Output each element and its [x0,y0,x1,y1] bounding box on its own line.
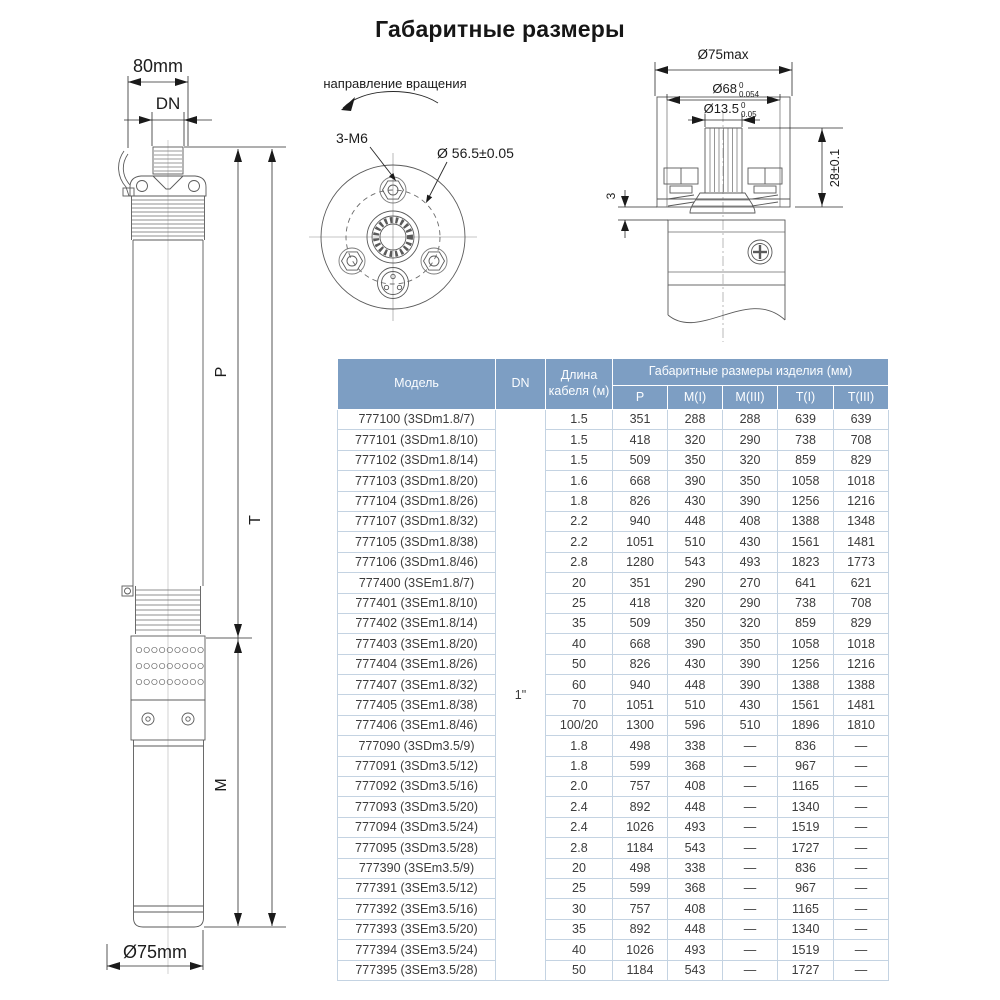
table-header [338,359,889,410]
cell-p: 1280 [613,552,668,572]
dim-68-tol-upper: 0 [739,81,744,90]
cell-m3: 390 [723,675,778,695]
pump-front-view [119,140,206,974]
cell-m1: 493 [668,817,723,837]
dim-p-label: P [213,366,230,378]
cell-m3: 270 [723,573,778,593]
cell-m1: 368 [668,756,723,776]
cell-t1: 1256 [778,491,834,511]
cell-p: 351 [613,573,668,593]
dim-68-label: Ø68 [712,81,737,96]
cell-m1: 368 [668,878,723,898]
cell-t3: 829 [834,613,889,633]
dim-3-label: 3 [604,192,618,200]
cell-cable: 20 [546,573,613,593]
cell-t3: 1018 [834,471,889,491]
cell-m3: 430 [723,695,778,715]
cell-t1: 1340 [778,919,834,939]
cell-m3: 320 [723,450,778,470]
cell-p: 940 [613,675,668,695]
dimensions-table [337,358,889,981]
cell-m3: 390 [723,491,778,511]
cell-model: 777103 (3SDm1.8/20) [338,471,496,491]
cell-m1: 320 [668,593,723,613]
cell-m3: — [723,878,778,898]
cell-t3: 1216 [834,654,889,674]
cell-cable: 2.4 [546,817,613,837]
cell-t1: 859 [778,450,834,470]
table-row [338,491,889,511]
cell-t3: 829 [834,450,889,470]
header-p: P [613,386,668,410]
cell-t1: 967 [778,878,834,898]
header-m1: M(I) [668,386,723,410]
cell-model: 777402 (3SEm1.8/14) [338,613,496,633]
cell-t3: — [834,940,889,960]
cell-m1: 543 [668,960,723,980]
cell-t3: 1481 [834,695,889,715]
cell-p: 1051 [613,532,668,552]
cell-t3: 708 [834,593,889,613]
cell-cable: 1.5 [546,450,613,470]
table-row [338,736,889,756]
cell-t1: 738 [778,430,834,450]
cell-cable: 30 [546,899,613,919]
cell-model: 777392 (3SEm3.5/16) [338,899,496,919]
cell-m3: 290 [723,430,778,450]
cell-t1: 1058 [778,471,834,491]
cell-model: 777106 (3SDm1.8/46) [338,552,496,572]
cell-m3: 390 [723,654,778,674]
bolt-circle-dim-label: Ø 56.5±0.05 [437,145,514,161]
bolts-3m6-label: 3-М6 [336,130,368,146]
table-row [338,552,889,572]
dim-13-5-tol-lower: 0.05 [741,110,757,119]
dim-68-tol-lower: 0.054 [739,90,760,99]
cell-t3: — [834,878,889,898]
cell-t1: 1896 [778,715,834,735]
cell-t1: 1727 [778,838,834,858]
cell-m1: 408 [668,899,723,919]
cell-model: 777393 (3SEm3.5/20) [338,919,496,939]
cell-p: 1026 [613,940,668,960]
cell-t3: — [834,817,889,837]
table-row [338,450,889,470]
cell-t1: 859 [778,613,834,633]
cell-m3: — [723,736,778,756]
table-row [338,613,889,633]
cell-t1: 1519 [778,940,834,960]
flange-top-view [309,92,477,321]
cell-m1: 543 [668,838,723,858]
cell-model: 777400 (3SEm1.8/7) [338,573,496,593]
cell-p: 418 [613,430,668,450]
cell-t1: 1058 [778,634,834,654]
table-row [338,797,889,817]
table-row [338,532,889,552]
cell-m3: 510 [723,715,778,735]
rotation-direction-label: направление вращения [323,76,467,91]
cell-t3: 1348 [834,511,889,531]
cell-m3: — [723,899,778,919]
dim-t-label: T [247,515,264,525]
cell-cable: 50 [546,654,613,674]
cell-m1: 448 [668,797,723,817]
cell-cable: 1.8 [546,736,613,756]
dn-value-cell: 1" [496,410,546,981]
cell-cable: 25 [546,878,613,898]
cell-model: 777403 (3SEm1.8/20) [338,634,496,654]
cell-model: 777102 (3SDm1.8/14) [338,450,496,470]
cell-t1: 1165 [778,777,834,797]
cell-t1: 1256 [778,654,834,674]
cell-cable: 1.5 [546,430,613,450]
cell-model: 777105 (3SDm1.8/38) [338,532,496,552]
cell-model: 777394 (3SEm3.5/24) [338,940,496,960]
cell-t3: 1216 [834,491,889,511]
cell-model: 777405 (3SEm1.8/38) [338,695,496,715]
cell-cable: 2.2 [546,532,613,552]
dim-dn-label: DN [155,94,181,113]
cell-p: 418 [613,593,668,613]
table-row [338,654,889,674]
cell-m1: 390 [668,471,723,491]
cell-m3: 288 [723,410,778,430]
cell-model: 777095 (3SDm3.5/28) [338,838,496,858]
cell-t3: — [834,919,889,939]
table-row [338,410,889,430]
cell-m1: 448 [668,675,723,695]
cell-model: 777401 (3SEm1.8/10) [338,593,496,613]
dim-28-label: 28±0.1 [828,148,842,188]
cell-m1: 543 [668,552,723,572]
cell-p: 509 [613,450,668,470]
cell-t1: 1165 [778,899,834,919]
cell-m3: 290 [723,593,778,613]
dim-80mm-label: 80mm [132,56,184,76]
cell-t3: — [834,777,889,797]
dim-13-5-label: Ø13.5 [703,101,739,116]
cell-cable: 2.0 [546,777,613,797]
page-title: Габаритные размеры [375,16,625,42]
cell-m3: 350 [723,471,778,491]
cell-p: 1026 [613,817,668,837]
cell-cable: 40 [546,940,613,960]
table-row [338,899,889,919]
cell-m1: 320 [668,430,723,450]
cell-t3: 708 [834,430,889,450]
cell-m3: — [723,940,778,960]
table-row [338,675,889,695]
cell-t1: 1340 [778,797,834,817]
table-row [338,634,889,654]
cell-p: 599 [613,878,668,898]
cell-p: 668 [613,471,668,491]
cell-m1: 350 [668,450,723,470]
table-row [338,756,889,776]
cell-t1: 1388 [778,511,834,531]
cell-m3: — [723,838,778,858]
table-row [338,838,889,858]
cell-cable: 35 [546,613,613,633]
cell-m1: 448 [668,511,723,531]
cell-t1: 1561 [778,695,834,715]
cell-m3: — [723,960,778,980]
cell-t3: 1018 [834,634,889,654]
header-cable-length: Длина кабеля (м) [546,359,613,410]
cell-m1: 390 [668,634,723,654]
cell-m1: 338 [668,858,723,878]
cell-p: 1184 [613,838,668,858]
cell-t1: 641 [778,573,834,593]
cell-m3: — [723,919,778,939]
table-row [338,593,889,613]
cell-t3: 1773 [834,552,889,572]
table-row [338,960,889,980]
cell-cable: 1.8 [546,491,613,511]
cell-model: 777391 (3SEm3.5/12) [338,878,496,898]
cell-m1: 338 [668,736,723,756]
cell-t1: 836 [778,858,834,878]
cell-m3: 320 [723,613,778,633]
cell-m1: 448 [668,919,723,939]
cell-m1: 596 [668,715,723,735]
cell-cable: 1.5 [546,410,613,430]
table-row [338,878,889,898]
cell-cable: 2.2 [546,511,613,531]
cell-t3: 1388 [834,675,889,695]
cell-m1: 493 [668,940,723,960]
cell-p: 498 [613,736,668,756]
cell-t3: — [834,858,889,878]
shaft-end-view [657,97,790,342]
cell-t1: 967 [778,756,834,776]
cell-cable: 20 [546,858,613,878]
table-row [338,817,889,837]
header-t3: T(III) [834,386,889,410]
header-m3: M(III) [723,386,778,410]
cell-t1: 1561 [778,532,834,552]
cell-p: 509 [613,613,668,633]
cell-m1: 430 [668,491,723,511]
cell-p: 892 [613,797,668,817]
cell-cable: 1.8 [546,756,613,776]
table-row [338,573,889,593]
cell-m3: — [723,756,778,776]
cell-t1: 1519 [778,817,834,837]
cell-cable: 40 [546,634,613,654]
cell-m3: — [723,797,778,817]
dim-13-5-tol-upper: 0 [741,101,746,110]
cell-model: 777107 (3SDm1.8/32) [338,511,496,531]
cell-model: 777407 (3SEm1.8/32) [338,675,496,695]
cell-p: 351 [613,410,668,430]
cell-t1: 639 [778,410,834,430]
cell-model: 777395 (3SEm3.5/28) [338,960,496,980]
cell-model: 777090 (3SDm3.5/9) [338,736,496,756]
cell-p: 668 [613,634,668,654]
cell-p: 892 [613,919,668,939]
cell-model: 777404 (3SEm1.8/26) [338,654,496,674]
cell-m3: — [723,817,778,837]
cell-p: 1184 [613,960,668,980]
cell-model: 777406 (3SEm1.8/46) [338,715,496,735]
cell-m3: — [723,777,778,797]
cell-t1: 836 [778,736,834,756]
intake-holes [136,647,203,684]
cell-cable: 1.6 [546,471,613,491]
cell-t3: 1810 [834,715,889,735]
table-row [338,940,889,960]
cell-model: 777093 (3SDm3.5/20) [338,797,496,817]
header-dimensions-group: Габаритные размеры изделия (мм) [613,359,889,386]
cell-p: 599 [613,756,668,776]
cell-m1: 408 [668,777,723,797]
cell-t3: 1481 [834,532,889,552]
cell-t3: — [834,736,889,756]
cell-p: 1051 [613,695,668,715]
cell-cable: 25 [546,593,613,613]
cell-model: 777091 (3SDm3.5/12) [338,756,496,776]
cell-m1: 430 [668,654,723,674]
table-row [338,430,889,450]
table-row [338,777,889,797]
table-row [338,695,889,715]
cell-t1: 1823 [778,552,834,572]
cell-t1: 1388 [778,675,834,695]
table-row [338,715,889,735]
header-t1: T(I) [778,386,834,410]
cell-cable: 2.8 [546,838,613,858]
cell-t1: 738 [778,593,834,613]
cell-p: 757 [613,777,668,797]
cell-model: 777094 (3SDm3.5/24) [338,817,496,837]
cell-m3: 493 [723,552,778,572]
cell-model: 777390 (3SEm3.5/9) [338,858,496,878]
cell-p: 826 [613,654,668,674]
cell-cable: 60 [546,675,613,695]
cell-t1: 1727 [778,960,834,980]
cell-p: 826 [613,491,668,511]
cell-m3: — [723,858,778,878]
table-body [338,410,889,981]
cell-m3: 430 [723,532,778,552]
cell-m1: 510 [668,532,723,552]
cell-t3: 639 [834,410,889,430]
cell-t3: — [834,899,889,919]
cell-m1: 288 [668,410,723,430]
cell-t3: — [834,797,889,817]
header-dn: DN [496,359,546,410]
cell-model: 777100 (3SDm1.8/7) [338,410,496,430]
header-model: Модель [338,359,496,410]
cell-t3: 621 [834,573,889,593]
cell-model: 777092 (3SDm3.5/16) [338,777,496,797]
cell-p: 498 [613,858,668,878]
table-row [338,858,889,878]
cell-m3: 350 [723,634,778,654]
cell-m1: 290 [668,573,723,593]
cell-cable: 50 [546,960,613,980]
cell-cable: 2.4 [546,797,613,817]
cell-p: 940 [613,511,668,531]
cell-cable: 100/20 [546,715,613,735]
dim-75mm-label: Ø75mm [122,942,188,962]
cell-m1: 510 [668,695,723,715]
cell-p: 757 [613,899,668,919]
cell-m3: 408 [723,511,778,531]
cell-model: 777104 (3SDm1.8/26) [338,491,496,511]
cell-model: 777101 (3SDm1.8/10) [338,430,496,450]
cell-cable: 35 [546,919,613,939]
cell-t3: — [834,960,889,980]
dim-m-label: M [213,778,230,792]
table-row [338,471,889,491]
cell-cable: 70 [546,695,613,715]
cell-p: 1300 [613,715,668,735]
cell-m1: 350 [668,613,723,633]
cell-t3: — [834,838,889,858]
table-row [338,919,889,939]
table-row [338,511,889,531]
dim-75max-label: Ø75max [697,47,749,62]
cell-t3: — [834,756,889,776]
cell-cable: 2.8 [546,552,613,572]
